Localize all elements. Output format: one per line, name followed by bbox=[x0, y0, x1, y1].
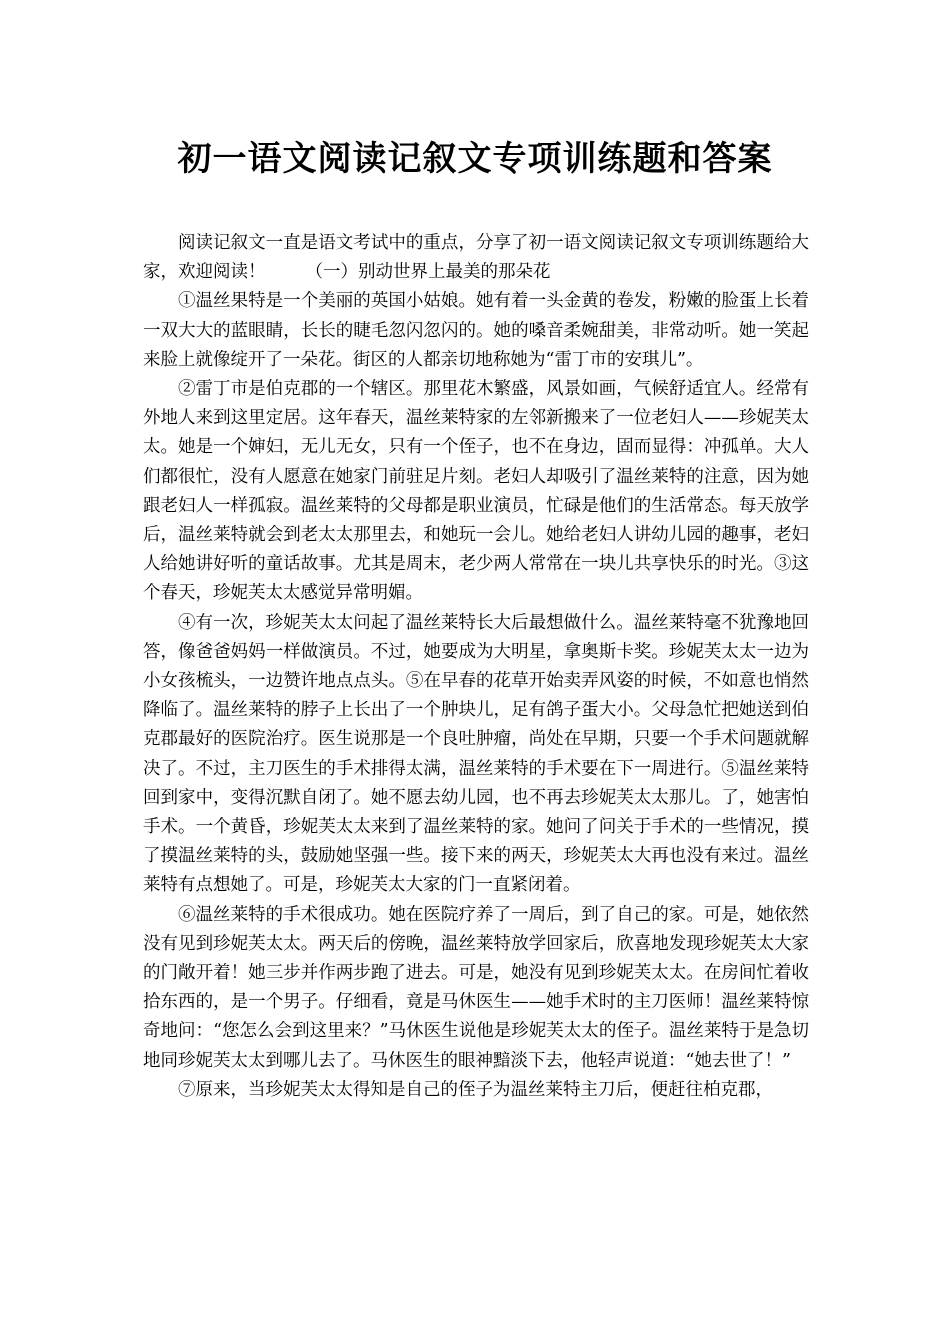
paragraph-5: ⑦原来，当珍妮芙太太得知是自己的侄子为温丝莱特主刀后，便赶往柏克郡， bbox=[178, 1079, 773, 1100]
document-title: 初一语文阅读记叙文专项训练题和答案 bbox=[177, 139, 773, 179]
paragraph-3: ④有一次，珍妮芙太太问起了温丝莱特长大后最想做什么。温丝莱特毫不犹豫地回答，像爸爸妈妈一样做演员。不过，她要成为大明星，拿奥斯卡奖。珍妮芙太太一边为小女孩梳头，一边赞许地点点头。⑤在早春的花草开始卖弄风姿的时候，不如意也悄然降临了。温丝莱特的脖子上长出了一个肿块儿，足有鸽子蛋大小。父母急忙把她送到伯克郡最好的医院治疗。医生说那是一个良吐肿瘤，尚处在早期，只要一个手术问题就解决了。不过，主刀医生的手术排得太满，温丝莱特的手术要在下一周进行。⑤温丝莱特回到家中，变得沉默自闭了。她不愿去幼儿园，也不再去珍妮芙太太那儿。了，她害怕手术。一个黄昏，珍妮芙太太来到了温丝莱特的家。她问了问关于手术的一些情况，摸了摸温丝莱特的头，鼓励她坚强一些。接下来的两天，珍妮芙太大再也没有来过。温丝莱特有点想她了。可是，珍妮芙太大家的门一直紧闭着。 bbox=[143, 612, 809, 896]
intro-paragraph bbox=[143, 229, 809, 287]
paragraph-2: ②雷丁市是伯克郡的一个辖区。那里花木繁盛，风景如画，气候舒适宜人。经常有外地人来到这里定居。这年春天，温丝莱特家的左邻新搬来了一位老妇人——珍妮芙太太。她是一个婶妇，无儿无女，只有一个侄子，也不在身边，固而显得：冲孤单。大人们都很忙，没有人愿意在她家门前驻足片刻。老妇人却吸引了温丝莱特的注意，因为她跟老妇人一样孤寂。温丝莱特的父母都是职业演员，忙碌是他们的生活常态。每天放学后，温丝莱特就会到老太太那里去，和她玩一会儿。她给老妇人讲幼儿园的趣事，老妇人给她讲好听的童话故事。尤其是周末，老少两人常常在一块儿共享快乐的时光。③这个春天，珍妮芙太太感觉异常明媚。 bbox=[143, 379, 809, 604]
document-body bbox=[143, 229, 809, 1105]
intro-text: 阅读记叙文一直是语文考试中的重点，分享了初一语文阅读记叙文专项训练题给大家，欢迎阅读！ bbox=[143, 233, 809, 283]
paragraph-4: ⑥温丝莱特的手术很成功。她在医院疗养了一周后，到了自己的家。可是，她依然没有见到珍妮芙太太。两天后的傍晚，温丝莱特放学回家后，欣喜地发现珍妮芙太大家的门敞开着！她三步并作两步跑了进去。可是，她没有见到珍妮芙太太。在房间忙着收拾东西的，是一个男子。仔细看，竟是马休医生——她手术时的主刀医师！温丝莱特惊奇地问：“您怎么会到这里来？”马休医生说他是珍妮芙太太的侄子。温丝莱特于是急切地同珍妮芙太太到哪儿去了。马休医生的眼神黯淡下去，他轻声说道：“她去世了！” bbox=[143, 904, 809, 1071]
paragraph-1: ①温丝果特是一个美丽的英国小姑娘。她有着一头金黄的卷发，粉嫩的脸蛋上长着一双大大的蓝眼睛，长长的睫毛忽闪忽闪的。她的嗓音柔婉甜美，非常动听。她一笑起来脸上就像绽开了一朵花。街区的人都亲切地称她为“雷丁市的安琪儿”。 bbox=[143, 291, 809, 370]
section-heading: （一）别动世界上最美的那朵花 bbox=[305, 262, 551, 283]
